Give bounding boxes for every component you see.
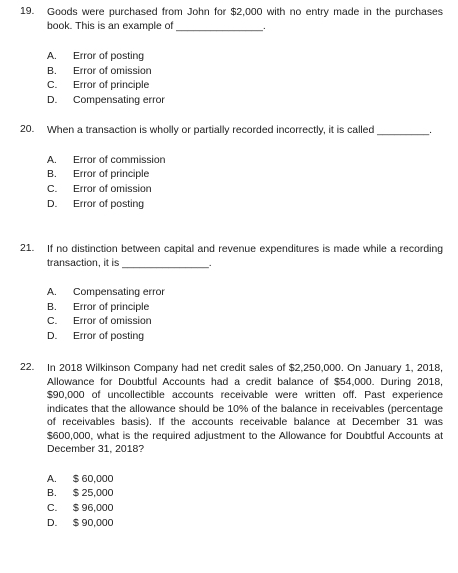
option-text: Error of principle (73, 169, 150, 181)
option-b (47, 301, 443, 316)
option-text: $ 90,000 (73, 517, 114, 529)
option-text: $ 60,000 (73, 473, 114, 485)
option-text: Error of omission (73, 316, 152, 328)
question-22 (20, 362, 443, 531)
question-number: 19. (20, 6, 35, 17)
question-text: If no distinction between capital and revenue expenditures is made while a recording transaction, it is _______________. (47, 244, 443, 269)
question-number: 21. (20, 243, 35, 254)
option-text: Error of posting (73, 51, 145, 62)
option-d (47, 330, 443, 345)
option-text: $ 96,000 (73, 502, 114, 514)
answer-options (47, 473, 443, 532)
option-letter: C. (47, 316, 58, 328)
option-c (47, 315, 443, 330)
option-text: Error of posting (73, 331, 145, 343)
option-a (47, 286, 443, 301)
question-text: When a transaction is wholly or partially recorded incorrectly, it is called _________. (47, 125, 433, 136)
option-d (47, 198, 443, 213)
option-letter: C. (47, 183, 58, 195)
option-b (47, 65, 443, 80)
option-letter: D. (47, 517, 58, 529)
option-text: Error of principle (73, 301, 150, 313)
option-text: Error of omission (73, 183, 152, 195)
question-number: 22. (20, 362, 35, 373)
option-letter: A. (47, 154, 57, 166)
option-letter: D. (47, 198, 58, 210)
question-20 (20, 124, 443, 212)
option-b (47, 487, 443, 502)
option-c (47, 183, 443, 198)
question-text: In 2018 Wilkinson Company had net credit sales of $2,250,000. On January 1, 2018, Allowance for Doubtful Accounts had a credit balance of $54,000. During 2018, $90,000 of uncollectible accounts receivable were written off. Past experience indicates that the allowance should be 10% of the balance in receivables (percentage of receivables basis). If the accounts receivable balance at December 31 was $600,000, what is the required adjustment to the Allowance for Doubtful Accounts at December 31, 2018? (47, 363, 443, 455)
option-letter: C. (47, 502, 58, 514)
option-a (47, 50, 443, 65)
option-letter: A. (47, 473, 57, 485)
option-letter: B. (47, 488, 57, 500)
option-text: Error of commission (73, 154, 166, 166)
option-letter: B. (47, 301, 57, 313)
option-a (47, 154, 443, 169)
option-text: Compensating error (73, 287, 165, 298)
option-letter: D. (47, 95, 58, 107)
option-letter: A. (47, 51, 57, 62)
option-c (47, 502, 443, 517)
question-21 (20, 243, 443, 345)
question-number: 20. (20, 124, 35, 135)
answer-options (47, 154, 443, 213)
option-letter: B. (47, 65, 57, 77)
option-d (47, 517, 443, 532)
question-text: Goods were purchased from John for $2,000 with no entry made in the purchases book. This is an example of _______________. (47, 7, 443, 32)
option-letter: C. (47, 80, 58, 92)
option-letter: A. (47, 287, 57, 298)
option-text: Error of posting (73, 198, 145, 210)
option-letter: D. (47, 331, 58, 343)
option-b (47, 168, 443, 183)
answer-options (47, 50, 443, 109)
option-letter: B. (47, 169, 57, 181)
option-text: Compensating error (73, 95, 165, 107)
option-c (47, 79, 443, 94)
answer-options (47, 286, 443, 345)
option-a (47, 473, 443, 488)
option-text: Error of principle (73, 80, 150, 92)
option-text: Error of omission (73, 65, 152, 77)
option-text: $ 25,000 (73, 488, 114, 500)
question-19 (20, 6, 443, 109)
option-d (47, 94, 443, 109)
